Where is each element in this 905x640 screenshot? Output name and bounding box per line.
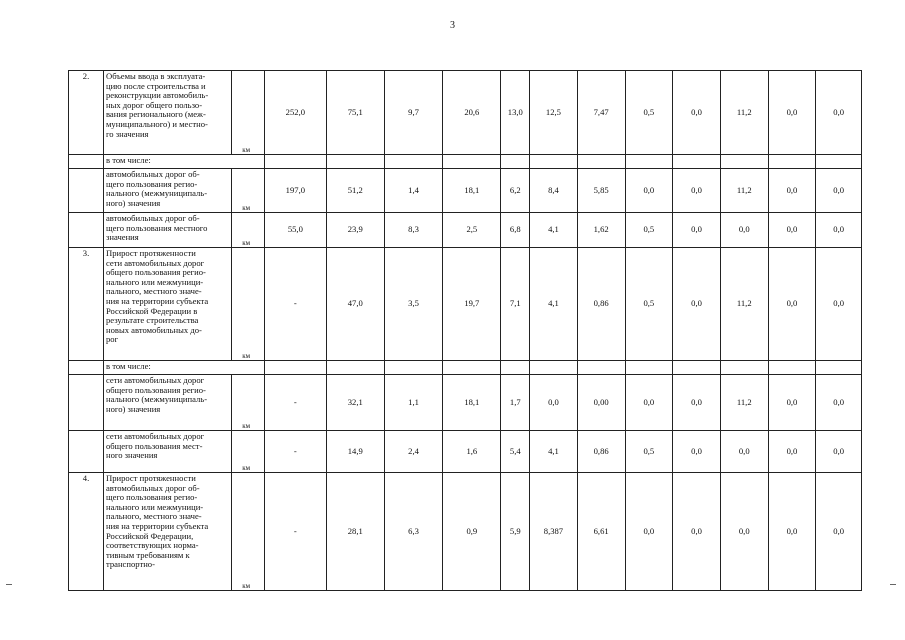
- row-number-cell: [69, 213, 104, 248]
- row-number-cell: [69, 169, 104, 213]
- value-cell: 0,0: [673, 213, 721, 248]
- table-row: [69, 375, 862, 431]
- value-cell: 6,61: [577, 473, 625, 591]
- value-cell: 20,6: [443, 71, 501, 155]
- value-cell: 11,2: [720, 71, 768, 155]
- empty-value-cell: [720, 155, 768, 169]
- value-cell: -: [265, 473, 326, 591]
- value-cell: 0,86: [577, 431, 625, 473]
- unit-cell: км: [232, 431, 265, 473]
- value-cell: 5,85: [577, 169, 625, 213]
- row-label-cell: в том числе:: [103, 361, 264, 375]
- value-cell: 0,5: [625, 431, 673, 473]
- empty-value-cell: [768, 155, 816, 169]
- value-cell: 4,1: [530, 213, 578, 248]
- value-cell: 4,1: [530, 248, 578, 361]
- value-cell: 0,00: [577, 375, 625, 431]
- unit-cell: км: [232, 375, 265, 431]
- value-cell: 0,5: [625, 248, 673, 361]
- value-cell: 0,0: [673, 248, 721, 361]
- left-margin-mark: [6, 584, 12, 585]
- value-cell: 0,86: [577, 248, 625, 361]
- empty-value-cell: [577, 155, 625, 169]
- value-cell: 252,0: [265, 71, 326, 155]
- empty-value-cell: [443, 361, 501, 375]
- value-cell: 197,0: [265, 169, 326, 213]
- row-number-cell: [69, 375, 104, 431]
- value-cell: 6,2: [501, 169, 530, 213]
- table-row: [69, 71, 862, 155]
- value-cell: 1,6: [443, 431, 501, 473]
- row-number-cell: [69, 431, 104, 473]
- indicator-description-cell: Прирост протяженности сети автомобильных дорог общего пользования регио- нального или межмуници- пального, местного значе- ния на территории субъекта Российской Федерации в результате строительства новых автомобильных до- рог: [103, 248, 231, 361]
- unit-cell: км: [232, 473, 265, 591]
- value-cell: 1,7: [501, 375, 530, 431]
- empty-value-cell: [265, 361, 326, 375]
- indicator-description-cell: автомобильных дорог об- щего пользования местного значения: [103, 213, 231, 248]
- table-row: [69, 473, 862, 591]
- empty-value-cell: [501, 155, 530, 169]
- value-cell: 1,62: [577, 213, 625, 248]
- value-cell: 0,0: [673, 169, 721, 213]
- value-cell: 75,1: [326, 71, 384, 155]
- value-cell: 0,0: [625, 473, 673, 591]
- value-cell: 8,4: [530, 169, 578, 213]
- empty-value-cell: [501, 361, 530, 375]
- page-number: 3: [450, 20, 455, 31]
- value-cell: 0,0: [816, 169, 862, 213]
- value-cell: 0,5: [625, 71, 673, 155]
- value-cell: 9,7: [384, 71, 442, 155]
- value-cell: 2,4: [384, 431, 442, 473]
- value-cell: 13,0: [501, 71, 530, 155]
- row-number-cell: 2.: [69, 71, 104, 155]
- table-row: [69, 213, 862, 248]
- value-cell: 47,0: [326, 248, 384, 361]
- value-cell: 14,9: [326, 431, 384, 473]
- value-cell: 0,0: [673, 71, 721, 155]
- empty-value-cell: [720, 361, 768, 375]
- value-cell: 0,0: [720, 431, 768, 473]
- empty-value-cell: [530, 155, 578, 169]
- value-cell: 55,0: [265, 213, 326, 248]
- empty-value-cell: [530, 361, 578, 375]
- value-cell: 23,9: [326, 213, 384, 248]
- value-cell: 11,2: [720, 248, 768, 361]
- unit-cell: км: [232, 169, 265, 213]
- subtotal-label-row: [69, 155, 862, 169]
- table-row: [69, 248, 862, 361]
- row-number-cell: 3.: [69, 248, 104, 361]
- value-cell: 11,2: [720, 169, 768, 213]
- value-cell: 0,9: [443, 473, 501, 591]
- empty-value-cell: [625, 361, 673, 375]
- value-cell: 0,0: [530, 375, 578, 431]
- subtotal-label-row: [69, 361, 862, 375]
- value-cell: -: [265, 375, 326, 431]
- value-cell: 3,5: [384, 248, 442, 361]
- unit-cell: км: [232, 213, 265, 248]
- value-cell: 28,1: [326, 473, 384, 591]
- value-cell: -: [265, 431, 326, 473]
- unit-cell: км: [232, 71, 265, 155]
- value-cell: 32,1: [326, 375, 384, 431]
- empty-value-cell: [265, 155, 326, 169]
- right-margin-mark: [890, 584, 896, 585]
- value-cell: 0,0: [816, 375, 862, 431]
- value-cell: 0,0: [816, 71, 862, 155]
- empty-value-cell: [673, 155, 721, 169]
- empty-value-cell: [816, 155, 862, 169]
- value-cell: 12,5: [530, 71, 578, 155]
- value-cell: 51,2: [326, 169, 384, 213]
- value-cell: 8,387: [530, 473, 578, 591]
- row-number-cell: [69, 155, 104, 169]
- value-cell: 0,0: [816, 248, 862, 361]
- empty-value-cell: [577, 361, 625, 375]
- indicator-description-cell: сети автомобильных дорог общего пользования регио- нального (межмуниципаль- ного) значения: [103, 375, 231, 431]
- empty-value-cell: [384, 361, 442, 375]
- row-number-cell: 4.: [69, 473, 104, 591]
- value-cell: 0,0: [673, 473, 721, 591]
- value-cell: 1,4: [384, 169, 442, 213]
- value-cell: 0,0: [816, 473, 862, 591]
- value-cell: 6,8: [501, 213, 530, 248]
- value-cell: 0,0: [720, 473, 768, 591]
- value-cell: 6,3: [384, 473, 442, 591]
- row-number-cell: [69, 361, 104, 375]
- value-cell: 2,5: [443, 213, 501, 248]
- value-cell: 0,0: [673, 375, 721, 431]
- indicator-description-cell: автомобильных дорог об- щего пользования регио- нального (межмуниципаль- ного) значения: [103, 169, 231, 213]
- empty-value-cell: [816, 361, 862, 375]
- value-cell: 18,1: [443, 169, 501, 213]
- value-cell: 7,1: [501, 248, 530, 361]
- value-cell: 0,0: [768, 169, 816, 213]
- indicator-description-cell: Прирост протяженности автомобильных дорог об- щего пользования регио- нального или межмуници- пального, местного значе- ния на территории субъекта Российской Федерации, соответствующих норма- тивным требованиям к транспортно-: [103, 473, 231, 591]
- row-label-cell: в том числе:: [103, 155, 264, 169]
- value-cell: 7,47: [577, 71, 625, 155]
- value-cell: 4,1: [530, 431, 578, 473]
- unit-cell: км: [232, 248, 265, 361]
- value-cell: -: [265, 248, 326, 361]
- empty-value-cell: [326, 361, 384, 375]
- table-row: [69, 169, 862, 213]
- value-cell: 0,0: [768, 375, 816, 431]
- empty-value-cell: [326, 155, 384, 169]
- value-cell: 11,2: [720, 375, 768, 431]
- indicator-table: [68, 70, 862, 591]
- empty-value-cell: [768, 361, 816, 375]
- empty-value-cell: [443, 155, 501, 169]
- value-cell: 5,9: [501, 473, 530, 591]
- empty-value-cell: [384, 155, 442, 169]
- value-cell: 0,0: [625, 169, 673, 213]
- table-row: [69, 431, 862, 473]
- indicator-description-cell: сети автомобильных дорог общего пользования мест- ного значения: [103, 431, 231, 473]
- value-cell: 0,0: [720, 213, 768, 248]
- value-cell: 0,0: [768, 473, 816, 591]
- value-cell: 0,0: [673, 431, 721, 473]
- value-cell: 0,0: [816, 431, 862, 473]
- value-cell: 0,0: [768, 431, 816, 473]
- value-cell: 8,3: [384, 213, 442, 248]
- empty-value-cell: [673, 361, 721, 375]
- value-cell: 0,5: [625, 213, 673, 248]
- value-cell: 5,4: [501, 431, 530, 473]
- value-cell: 0,0: [625, 375, 673, 431]
- indicator-description-cell: Объемы ввода в эксплуата- цию после строительства и реконструкции автомобиль- ных дорог общего пользо- вания регионального (меж- муниципального) и местно- го значения: [103, 71, 231, 155]
- value-cell: 0,0: [768, 248, 816, 361]
- value-cell: 1,1: [384, 375, 442, 431]
- value-cell: 0,0: [816, 213, 862, 248]
- value-cell: 18,1: [443, 375, 501, 431]
- value-cell: 0,0: [768, 213, 816, 248]
- value-cell: 0,0: [768, 71, 816, 155]
- empty-value-cell: [625, 155, 673, 169]
- value-cell: 19,7: [443, 248, 501, 361]
